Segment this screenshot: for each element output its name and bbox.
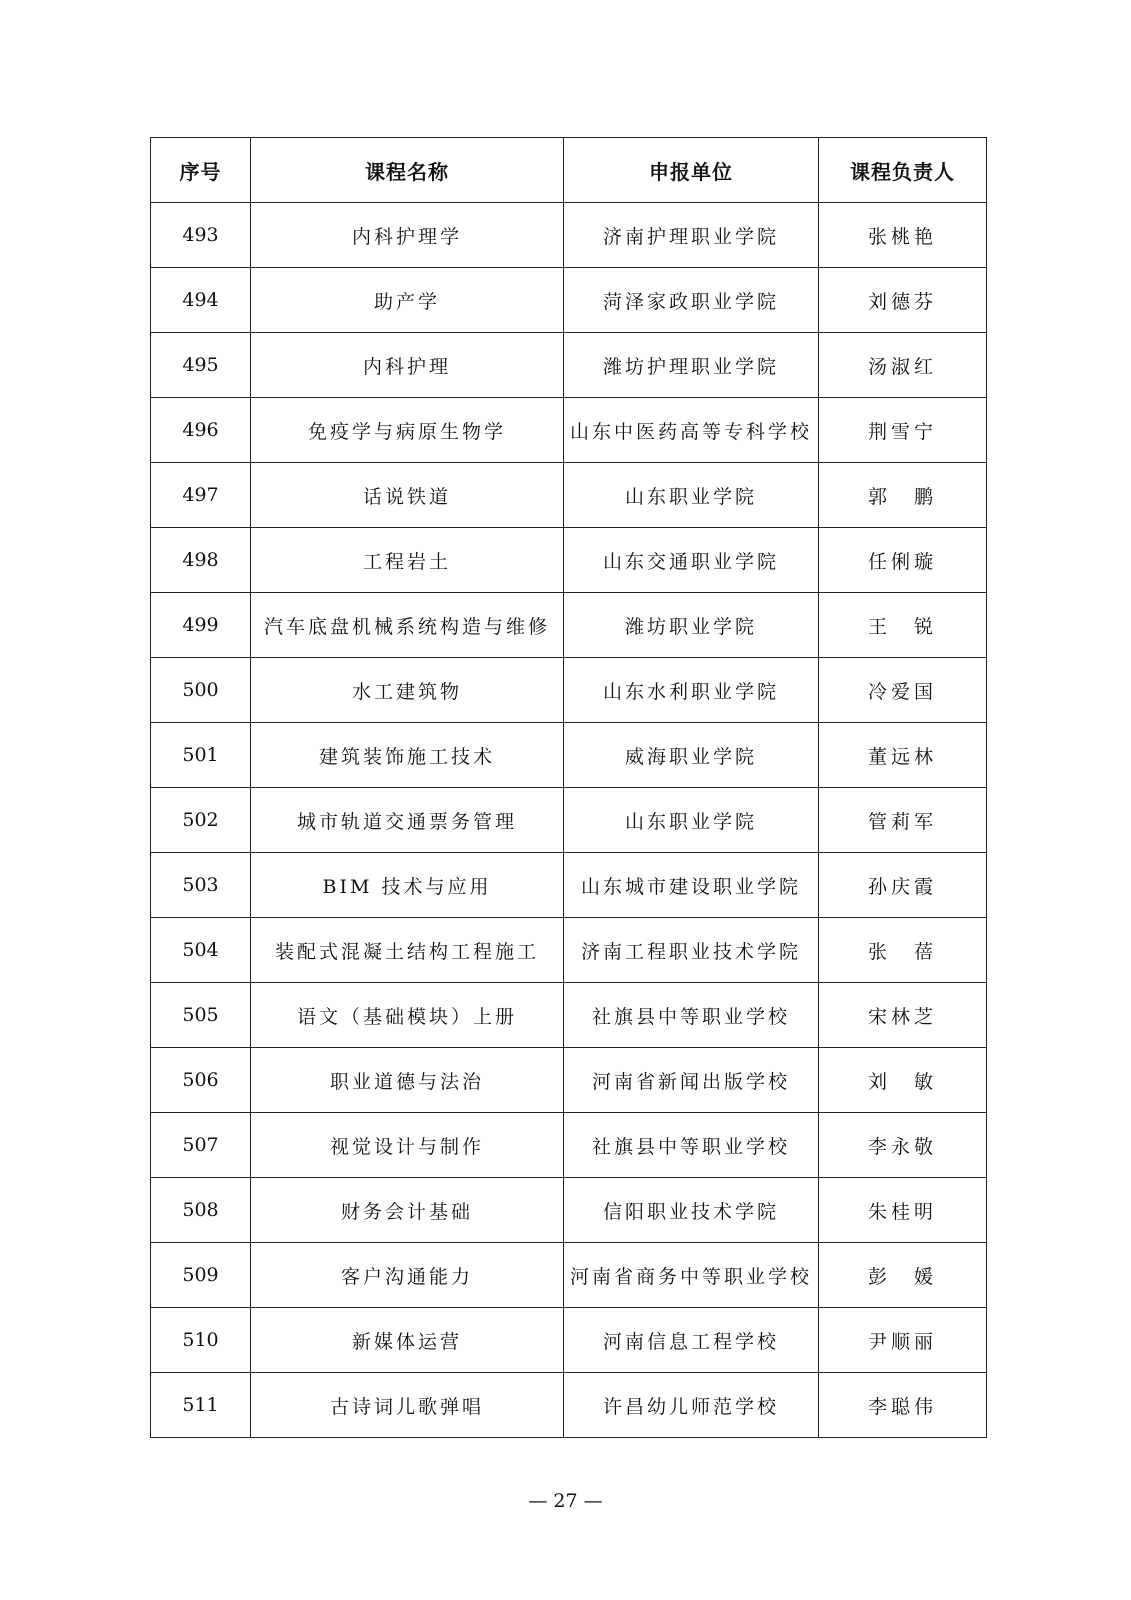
row-index: 499 (151, 593, 251, 658)
header-leader: 课程负责人 (819, 138, 987, 203)
row-leader: 刘德芬 (819, 268, 987, 333)
row-leader: 李聪伟 (819, 1373, 987, 1438)
table-row (151, 593, 987, 658)
row-unit: 许昌幼儿师范学校 (564, 1373, 819, 1438)
row-unit: 菏泽家政职业学院 (564, 268, 819, 333)
row-leader: 汤淑红 (819, 333, 987, 398)
table-row (151, 333, 987, 398)
header-unit: 申报单位 (564, 138, 819, 203)
row-course-name: 客户沟通能力 (251, 1243, 564, 1308)
table-row (151, 918, 987, 983)
row-unit: 河南省新闻出版学校 (564, 1048, 819, 1113)
row-course-name: 新媒体运营 (251, 1308, 564, 1373)
row-index: 509 (151, 1243, 251, 1308)
row-index: 503 (151, 853, 251, 918)
row-leader: 荆雪宁 (819, 398, 987, 463)
table-row (151, 268, 987, 333)
row-index: 506 (151, 1048, 251, 1113)
row-unit: 河南信息工程学校 (564, 1308, 819, 1373)
row-unit: 济南护理职业学院 (564, 203, 819, 268)
row-leader: 任俐璇 (819, 528, 987, 593)
row-unit: 潍坊护理职业学院 (564, 333, 819, 398)
row-course-name: 财务会计基础 (251, 1178, 564, 1243)
row-leader: 李永敬 (819, 1113, 987, 1178)
row-index: 498 (151, 528, 251, 593)
row-leader: 管莉军 (819, 788, 987, 853)
row-leader: 冷爱国 (819, 658, 987, 723)
row-course-name: 古诗词儿歌弹唱 (251, 1373, 564, 1438)
row-index: 511 (151, 1373, 251, 1438)
row-course-name: 装配式混凝土结构工程施工 (251, 918, 564, 983)
row-unit: 社旗县中等职业学校 (564, 983, 819, 1048)
row-index: 504 (151, 918, 251, 983)
row-unit: 山东水利职业学院 (564, 658, 819, 723)
row-course-name: 城市轨道交通票务管理 (251, 788, 564, 853)
row-index: 501 (151, 723, 251, 788)
row-unit: 潍坊职业学院 (564, 593, 819, 658)
table-row (151, 1308, 987, 1373)
table-row (151, 723, 987, 788)
row-unit: 山东城市建设职业学院 (564, 853, 819, 918)
row-leader: 张桃艳 (819, 203, 987, 268)
table-row (151, 203, 987, 268)
row-leader: 彭 媛 (819, 1243, 987, 1308)
row-leader: 尹顺丽 (819, 1308, 987, 1373)
row-unit: 河南省商务中等职业学校 (564, 1243, 819, 1308)
row-unit: 山东交通职业学院 (564, 528, 819, 593)
table-row (151, 983, 987, 1048)
row-index: 508 (151, 1178, 251, 1243)
course-table (150, 137, 987, 1438)
row-index: 494 (151, 268, 251, 333)
row-unit: 山东职业学院 (564, 788, 819, 853)
row-course-name: 助产学 (251, 268, 564, 333)
row-leader: 孙庆霞 (819, 853, 987, 918)
row-leader: 刘 敏 (819, 1048, 987, 1113)
table-header-row (151, 138, 987, 203)
row-index: 496 (151, 398, 251, 463)
row-index: 497 (151, 463, 251, 528)
row-course-name: 话说铁道 (251, 463, 564, 528)
page-number: — 27 — (528, 1490, 603, 1512)
row-index: 500 (151, 658, 251, 723)
row-course-name: BIM 技术与应用 (251, 853, 564, 918)
table-row (151, 853, 987, 918)
table-row (151, 1373, 987, 1438)
row-course-name: 免疫学与病原生物学 (251, 398, 564, 463)
header-index: 序号 (151, 138, 251, 203)
table-row (151, 1113, 987, 1178)
row-leader: 张 蓓 (819, 918, 987, 983)
row-unit: 济南工程职业技术学院 (564, 918, 819, 983)
row-leader: 宋林芝 (819, 983, 987, 1048)
table-row (151, 1048, 987, 1113)
row-index: 510 (151, 1308, 251, 1373)
row-leader: 朱桂明 (819, 1178, 987, 1243)
row-index: 507 (151, 1113, 251, 1178)
row-unit: 威海职业学院 (564, 723, 819, 788)
header-course-name: 课程名称 (251, 138, 564, 203)
table-row (151, 463, 987, 528)
table-row (151, 658, 987, 723)
row-course-name: 职业道德与法治 (251, 1048, 564, 1113)
row-index: 505 (151, 983, 251, 1048)
row-unit: 山东中医药高等专科学校 (564, 398, 819, 463)
row-course-name: 建筑装饰施工技术 (251, 723, 564, 788)
row-unit: 社旗县中等职业学校 (564, 1113, 819, 1178)
row-index: 502 (151, 788, 251, 853)
table-row (151, 1243, 987, 1308)
table-row (151, 398, 987, 463)
table-row (151, 1178, 987, 1243)
row-leader: 郭 鹏 (819, 463, 987, 528)
row-course-name: 汽车底盘机械系统构造与维修 (251, 593, 564, 658)
row-unit: 信阳职业技术学院 (564, 1178, 819, 1243)
row-course-name: 视觉设计与制作 (251, 1113, 564, 1178)
row-leader: 董远林 (819, 723, 987, 788)
row-course-name: 内科护理 (251, 333, 564, 398)
row-leader: 王 锐 (819, 593, 987, 658)
row-course-name: 语文（基础模块）上册 (251, 983, 564, 1048)
row-unit: 山东职业学院 (564, 463, 819, 528)
row-index: 495 (151, 333, 251, 398)
row-course-name: 工程岩土 (251, 528, 564, 593)
table-row (151, 788, 987, 853)
row-course-name: 内科护理学 (251, 203, 564, 268)
row-index: 493 (151, 203, 251, 268)
row-course-name: 水工建筑物 (251, 658, 564, 723)
table-row (151, 528, 987, 593)
